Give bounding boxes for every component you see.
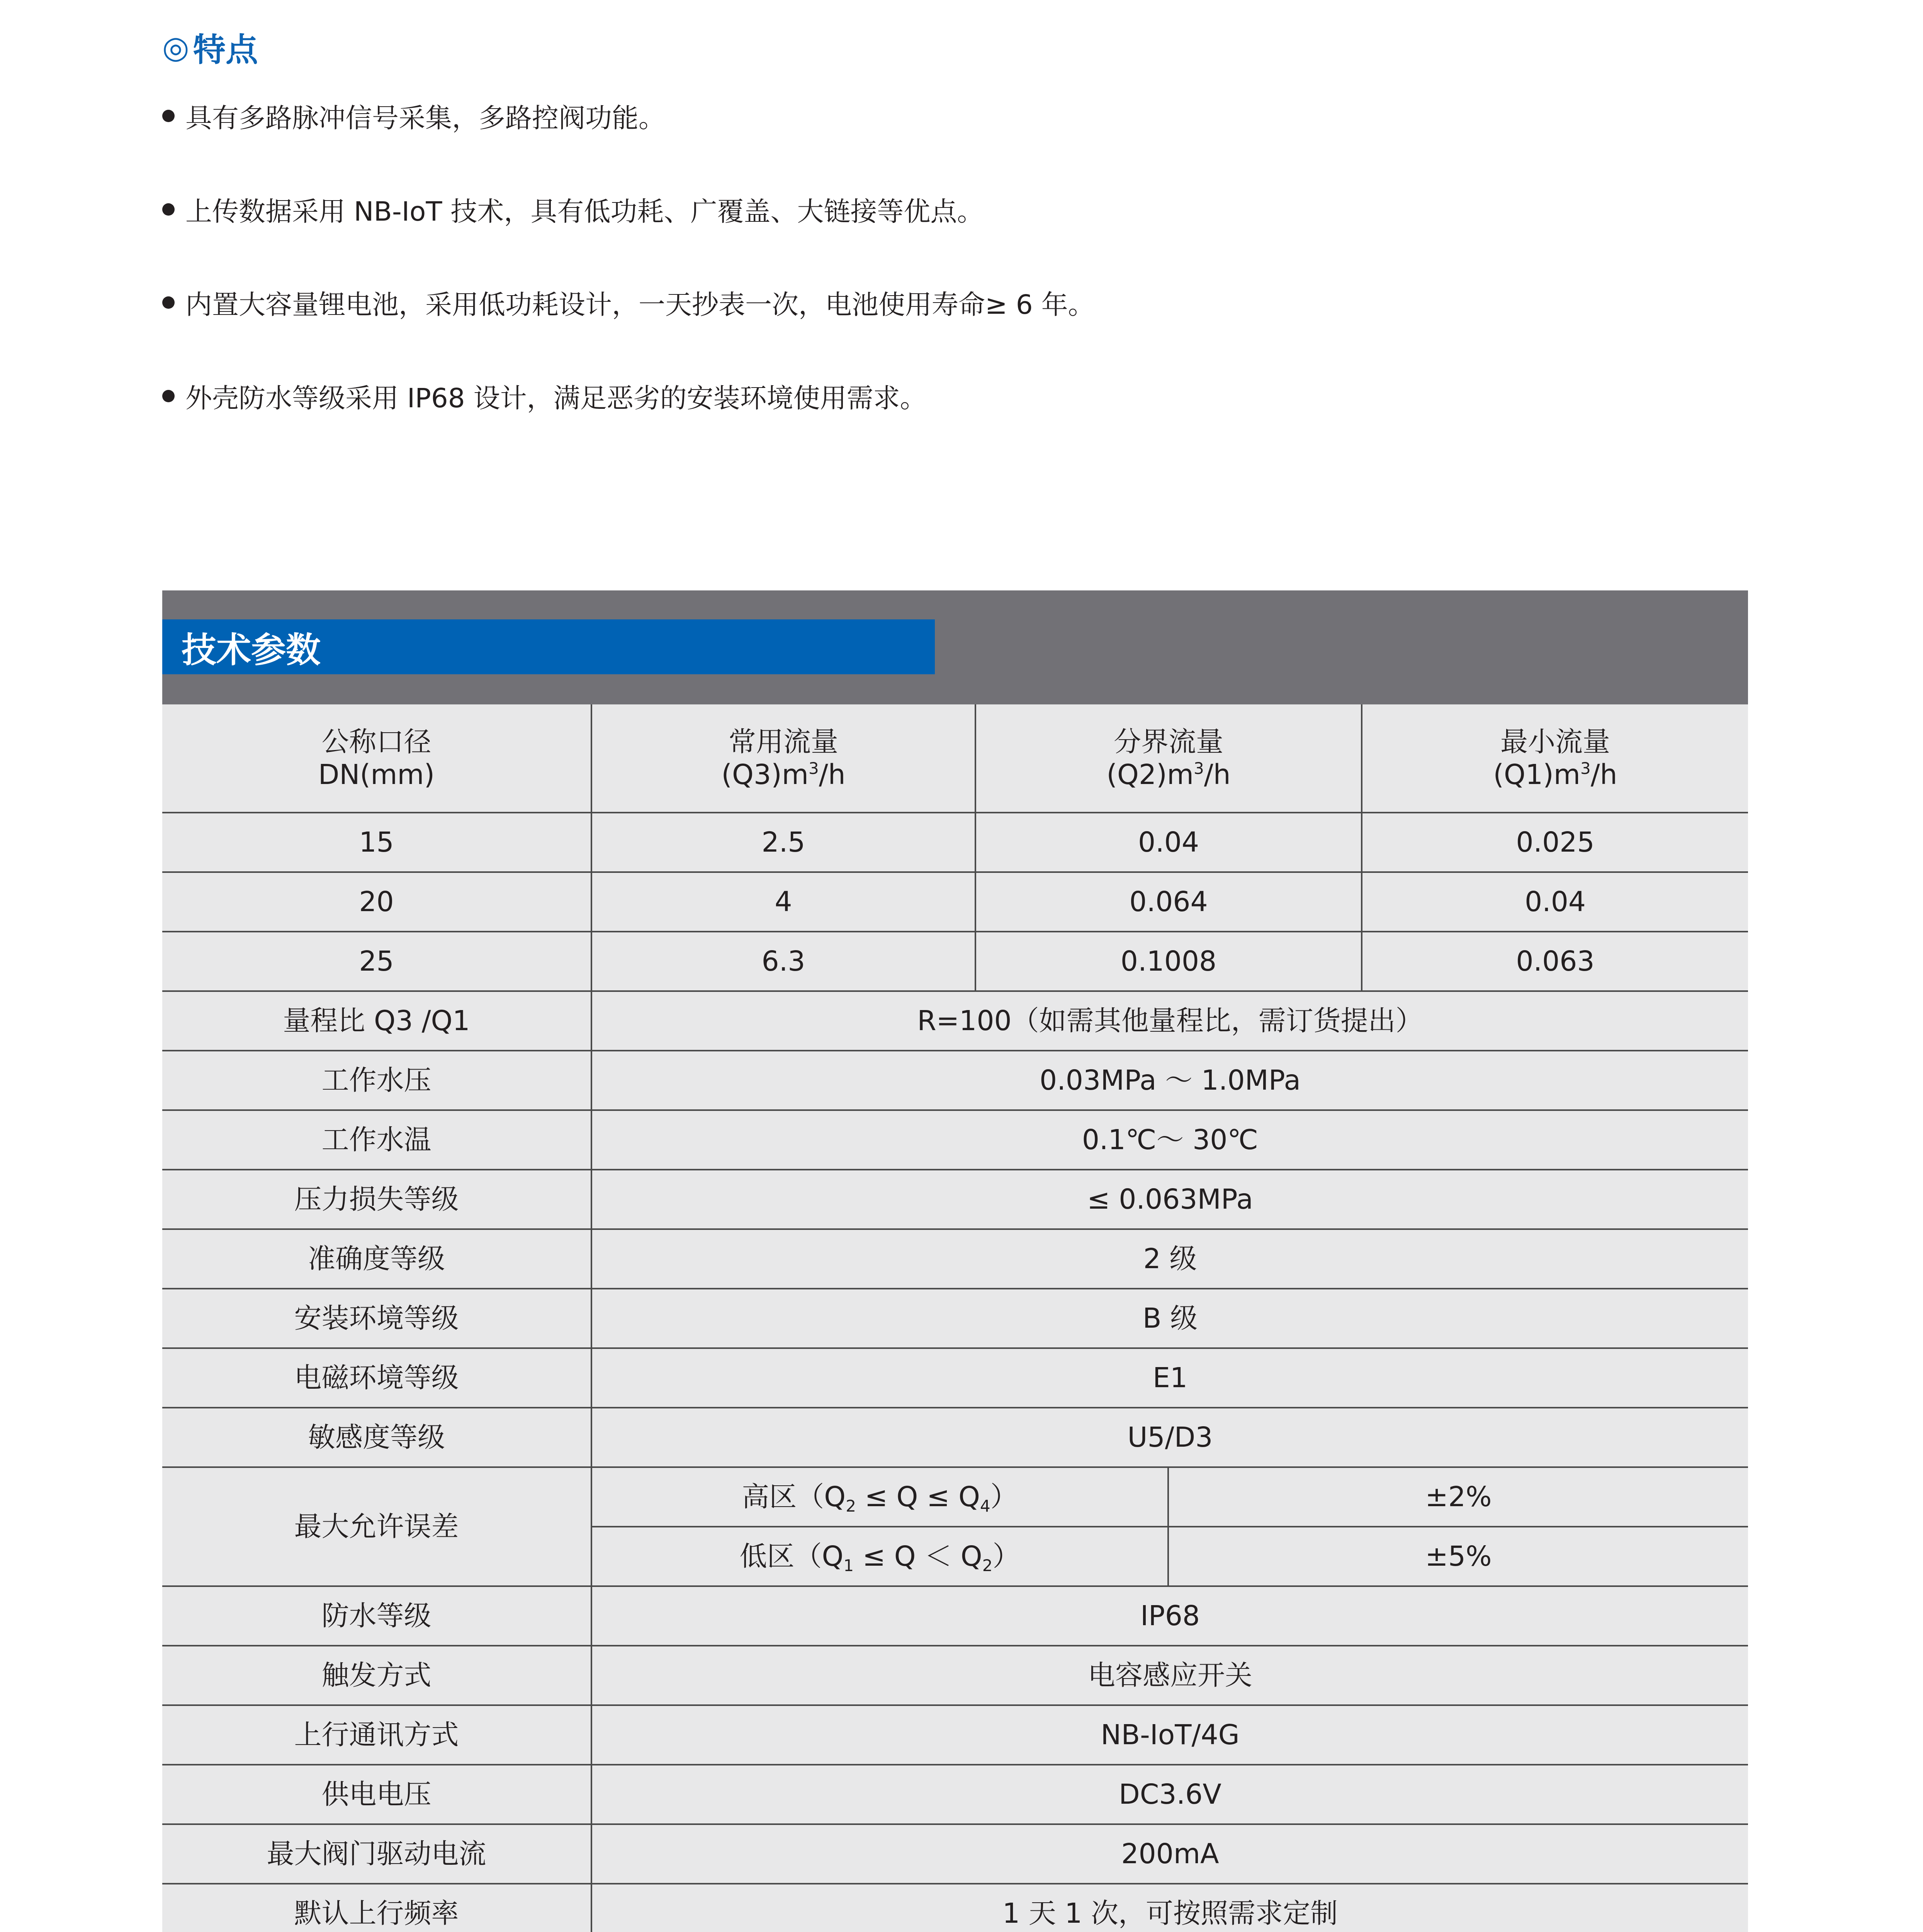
table-row	[162, 813, 1748, 872]
table-row	[162, 1289, 1748, 1348]
feature-item	[162, 283, 1095, 321]
error-range-low: 低区$(Q_1 \le Q < Q_2)$	[591, 1527, 1168, 1586]
table-cell: 0.064	[975, 872, 1362, 932]
bullet-icon	[162, 296, 175, 309]
table-header-row	[162, 704, 1748, 813]
error-value-high: ±2%	[1168, 1467, 1748, 1527]
table-row	[162, 1646, 1748, 1705]
table-cell: 0.04	[975, 813, 1362, 872]
features-title: 特点	[193, 31, 258, 69]
error-value-low: ±5%	[1168, 1527, 1748, 1586]
param-value: 电容感应开关	[591, 1646, 1748, 1705]
param-label: 最大阀门驱动电流	[162, 1824, 591, 1884]
param-value: 200mA	[591, 1824, 1748, 1884]
param-value: ≤ 0.063MPa	[591, 1170, 1748, 1229]
table-cell: 25	[162, 932, 591, 991]
table-cell: 0.063	[1362, 932, 1748, 991]
param-label: 默认上行频率	[162, 1884, 591, 1932]
param-label: 压力损失等级	[162, 1170, 591, 1229]
table-cell: 20	[162, 872, 591, 932]
param-value: E1	[591, 1348, 1748, 1408]
param-value: NB-IoT/4G	[591, 1705, 1748, 1765]
spec-panel	[162, 590, 1748, 1932]
table-row	[162, 1348, 1748, 1408]
table-row	[162, 1408, 1748, 1467]
table-row	[162, 1170, 1748, 1229]
param-label: 安装环境等级	[162, 1289, 591, 1348]
table-row	[162, 1467, 1748, 1527]
spec-title: 技术参数	[162, 619, 935, 674]
param-value: DC3.6V	[591, 1765, 1748, 1824]
table-row	[162, 872, 1748, 932]
double-circle-icon: ◎	[162, 29, 189, 65]
feature-text: 上传数据采用 NB-IoT 技术，具有低功耗、广覆盖、大链接等优点。	[185, 196, 984, 227]
table-row	[162, 1586, 1748, 1646]
param-label: 供电电压	[162, 1765, 591, 1824]
table-row	[162, 1110, 1748, 1170]
param-value: IP68	[591, 1586, 1748, 1646]
table-cell: 6.3	[591, 932, 975, 991]
param-label: 最大允许误差	[162, 1467, 591, 1586]
table-row	[162, 1765, 1748, 1824]
param-label: 触发方式	[162, 1646, 591, 1705]
table-cell: 0.025	[1362, 813, 1748, 872]
error-range-high: 高区$(Q_2 \le Q \le Q_4)$	[591, 1467, 1168, 1527]
column-header: 分界流量 $(Q2)m^3/h$	[975, 704, 1362, 813]
table-row	[162, 991, 1748, 1051]
param-value: 2 级	[591, 1229, 1748, 1289]
feature-item	[162, 97, 665, 135]
param-label: 量程比 Q3 /Q1	[162, 991, 591, 1051]
table-cell: 4	[591, 872, 975, 932]
feature-item	[162, 377, 927, 415]
param-label: 准确度等级	[162, 1229, 591, 1289]
bullet-icon	[162, 203, 175, 216]
param-label: 电磁环境等级	[162, 1348, 591, 1408]
bullet-icon	[162, 110, 175, 122]
param-value: U5/D3	[591, 1408, 1748, 1467]
param-value: B 级	[591, 1289, 1748, 1348]
table-row	[162, 1824, 1748, 1884]
table-row	[162, 1051, 1748, 1110]
param-label: 敏感度等级	[162, 1408, 591, 1467]
table-row	[162, 1705, 1748, 1765]
spec-table	[162, 704, 1748, 1932]
features-heading	[162, 24, 258, 71]
table-row	[162, 1884, 1748, 1932]
feature-text: 外壳防水等级采用 IP68 设计，满足恶劣的安装环境使用需求。	[185, 383, 927, 414]
table-row	[162, 932, 1748, 991]
param-value: 1 天 1 次，可按照需求定制	[591, 1884, 1748, 1932]
param-label: 工作水压	[162, 1051, 591, 1110]
feature-text: 具有多路脉冲信号采集，多路控阀功能。	[185, 103, 665, 134]
table-cell: 2.5	[591, 813, 975, 872]
param-label: 上行通讯方式	[162, 1705, 591, 1765]
table-cell: 15	[162, 813, 591, 872]
table-cell: 0.1008	[975, 932, 1362, 991]
table-row	[162, 1229, 1748, 1289]
column-header: 公称口径 DN(mm)	[162, 704, 591, 813]
column-header: 最小流量 $(Q1)m^3/h$	[1362, 704, 1748, 813]
feature-text: 内置大容量锂电池，采用低功耗设计，一天抄表一次，电池使用寿命≥ 6 年。	[185, 289, 1095, 320]
feature-item	[162, 190, 984, 228]
table-cell: 0.04	[1362, 872, 1748, 932]
param-value: 0.1℃～ 30℃	[591, 1110, 1748, 1170]
param-value: 0.03MPa ～ 1.0MPa	[591, 1051, 1748, 1110]
bullet-icon	[162, 390, 175, 402]
column-header: 常用流量 $(Q3)m^3/h$	[591, 704, 975, 813]
param-label: 防水等级	[162, 1586, 591, 1646]
param-value: R=100（如需其他量程比，需订货提出）	[591, 991, 1748, 1051]
spec-header-bar	[162, 590, 1748, 704]
param-label: 工作水温	[162, 1110, 591, 1170]
